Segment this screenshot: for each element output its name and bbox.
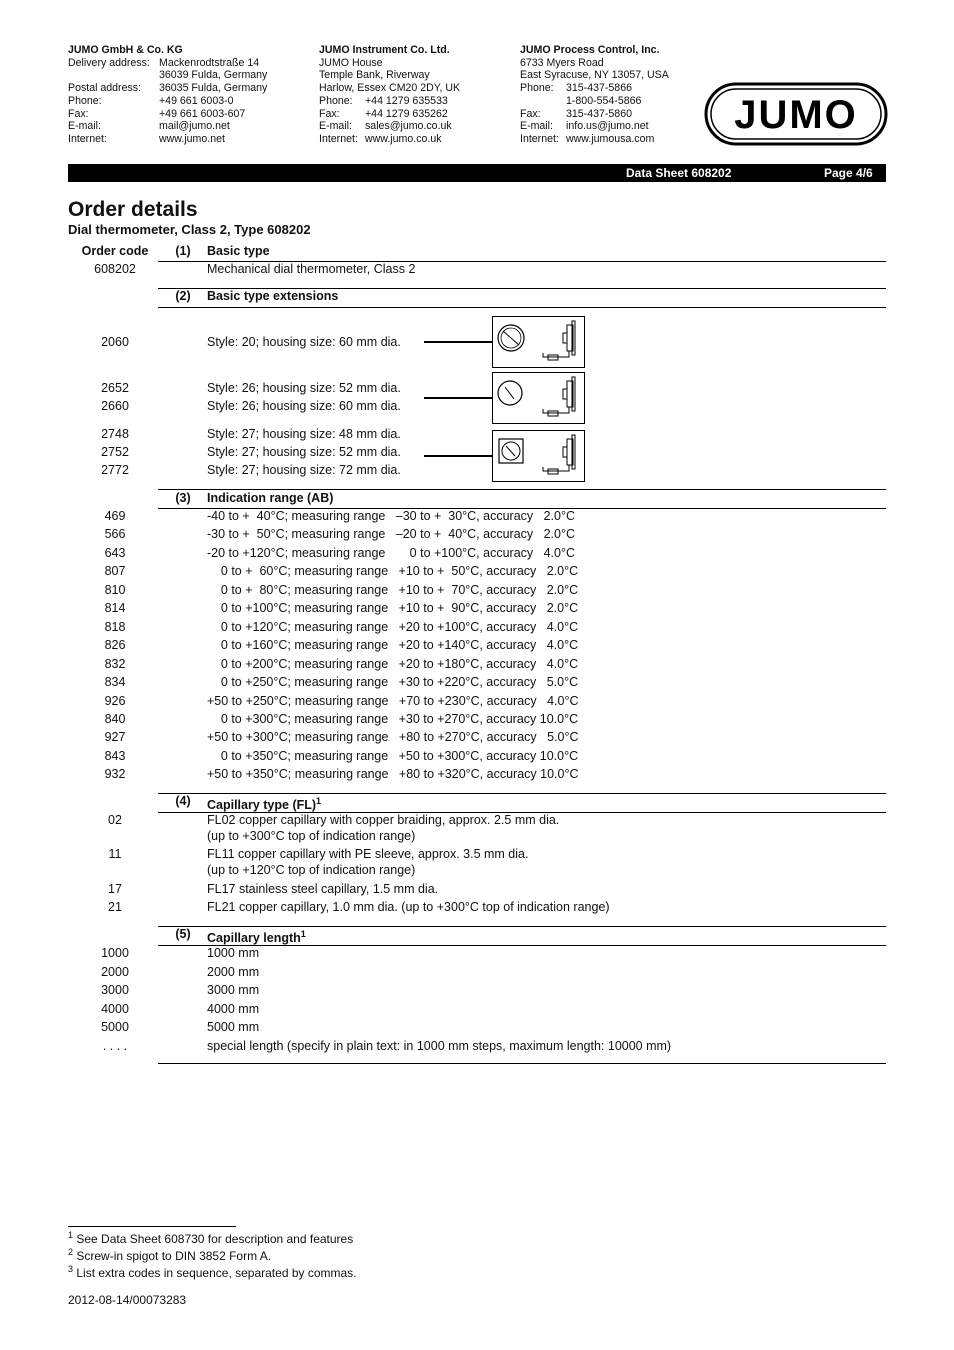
order-code-label: Order code (81, 244, 149, 258)
contact-row (319, 108, 460, 121)
company-jumo-instrument (319, 44, 460, 146)
contact-label: Phone: (68, 94, 102, 107)
row-description: Style: 27; housing size: 72 mm dia. (207, 463, 401, 477)
table-row (0, 655, 954, 673)
section-title (207, 287, 338, 305)
table-row (0, 525, 954, 543)
section-header (0, 242, 954, 260)
table-row (0, 544, 954, 562)
row-description: 3000 mm (207, 983, 260, 997)
contact-value: 315-437-5866 (566, 82, 632, 95)
row-description: 1000 mm (207, 946, 260, 960)
address-line: East Syracuse, NY 13057, USA (520, 69, 669, 82)
footnote-ref: 1 (316, 796, 322, 806)
style-27-diagram (492, 430, 585, 482)
section-header (0, 925, 954, 946)
order-code: 11 (108, 847, 122, 861)
address-line: Temple Bank, Riverway (319, 69, 430, 82)
section-number: (3) (175, 491, 191, 505)
order-code: 810 (104, 582, 126, 597)
row-description: 4000 mm (207, 1001, 260, 1016)
contact-row (68, 57, 267, 70)
section-number: (5) (175, 927, 191, 941)
table-row (0, 861, 954, 879)
contact-label: Phone: (520, 82, 554, 95)
address-line: JUMO House (319, 56, 383, 69)
table-row (0, 710, 954, 728)
table-row (0, 443, 954, 461)
footnote-ref: 1 (300, 929, 306, 939)
table-row (0, 379, 954, 397)
order-code: 643 (104, 545, 126, 560)
row-description: -30 to + 50°C; measuring range –20 to + 40°C, accuracy 2.0°C (207, 527, 575, 542)
order-code: 843 (104, 748, 126, 763)
page-title: Order details (68, 198, 198, 221)
contact-row (68, 120, 267, 133)
table-row (0, 599, 954, 617)
contact-value: 1-800-554-5866 (566, 94, 642, 107)
order-code: 17 (108, 882, 122, 896)
table-row (0, 673, 954, 691)
order-code: 932 (104, 767, 126, 782)
row-description: +50 to +250°C; measuring range +70 to +230°C, accuracy 4.0°C (207, 693, 579, 708)
order-code: 2772 (101, 463, 129, 477)
order-code: 818 (104, 619, 126, 634)
row-description: FL17 stainless steel capillary, 1.5 mm dia. (207, 882, 439, 896)
order-code: 566 (104, 527, 126, 542)
contact-row (319, 133, 460, 146)
contact-value: 36039 Fulda, Germany (159, 69, 268, 82)
table-row (0, 581, 954, 599)
order-code: 826 (104, 638, 126, 653)
order-code: 21 (108, 900, 122, 914)
row-description: Style: 20; housing size: 60 mm dia. (207, 335, 401, 349)
row-description: 0 to +120°C; measuring range +20 to +100°C, accuracy 4.0°C (207, 619, 579, 634)
order-code: 469 (104, 509, 126, 523)
table-row (0, 636, 954, 654)
row-description: 0 to +250°C; measuring range +30 to +220°C, accuracy 5.0°C (207, 675, 579, 690)
row-description: +50 to +350°C; measuring range +80 to +320°C, accuracy 10.0°C (207, 767, 579, 782)
footnote-divider (68, 1226, 236, 1227)
table-row (0, 880, 954, 898)
table-row (0, 397, 954, 415)
contact-row (68, 108, 267, 121)
contact-label: Fax: (520, 107, 541, 120)
contact-row (68, 95, 267, 108)
footnote (68, 1229, 357, 1246)
contact-value: +49 661 6003-0 (159, 94, 234, 107)
row-description-note: (up to +300°C top of indication range) (207, 829, 416, 843)
table-row (0, 981, 954, 999)
section-number: (1) (175, 244, 191, 258)
company-name: JUMO Instrument Co. Ltd. (319, 44, 450, 56)
contact-value: www.jumousa.com (566, 132, 655, 145)
order-code: 814 (104, 601, 126, 616)
contact-value: mail@jumo.net (159, 120, 230, 133)
contact-row (520, 82, 669, 95)
order-code: . . . . (102, 1038, 128, 1053)
table-rule (158, 1063, 886, 1064)
footnote-text: Screw-in spigot to DIN 3852 Form A. (76, 1249, 272, 1263)
row-description: 0 to +160°C; measuring range +20 to +140°C, accuracy 4.0°C (207, 638, 579, 653)
contact-row (319, 120, 460, 133)
order-code: 840 (104, 711, 126, 726)
contact-label: Fax: (68, 107, 89, 120)
contact-row (520, 95, 669, 108)
contact-value: info.us@jumo.net (566, 120, 649, 133)
jumo-logo (704, 82, 888, 146)
datasheet-number: Data Sheet 608202 (626, 166, 732, 180)
row-description: -20 to +120°C; measuring range 0 to +100°C, accuracy 4.0°C (207, 545, 575, 560)
company-name: JUMO GmbH & Co. KG (68, 44, 183, 56)
contact-label: Internet: (68, 132, 107, 145)
contact-label: E-mail: (319, 120, 352, 133)
footnote-text: See Data Sheet 608730 for description and features (76, 1232, 354, 1246)
order-code: 834 (104, 675, 126, 690)
order-code: 2748 (101, 427, 129, 441)
footnote-number: 3 (68, 1264, 74, 1274)
contact-label: Postal address: (68, 82, 142, 95)
order-code: 832 (104, 656, 126, 671)
contact-row (68, 133, 267, 146)
table-row (0, 618, 954, 636)
order-code: 3000 (101, 983, 129, 997)
section-number: (4) (175, 794, 191, 808)
doc-id: 2012-08-14/00073283 (68, 1293, 187, 1307)
company-name: JUMO Process Control, Inc. (520, 44, 660, 56)
section-number: (2) (175, 289, 191, 303)
order-code: 608202 (94, 262, 136, 276)
table-row (0, 1037, 954, 1055)
table-row (0, 562, 954, 580)
address-line: Harlow, Essex CM20 2DY, UK (319, 82, 461, 95)
style-26-diagram (492, 372, 585, 424)
footnote-number: 2 (68, 1247, 74, 1257)
row-description: 0 to +300°C; measuring range +30 to +270°C, accuracy 10.0°C (207, 711, 579, 726)
contact-value: Mackenrodtstraße 14 (159, 56, 260, 69)
table-row (0, 507, 954, 525)
company-jumo-process-control (520, 44, 669, 146)
order-code: 2752 (101, 445, 129, 459)
page-subtitle: Dial thermometer, Class 2, Type 608202 (68, 222, 311, 237)
contact-value: www.jumo.net (159, 132, 225, 145)
order-code: 1000 (101, 946, 129, 960)
table-row (0, 747, 954, 765)
row-description: Style: 26; housing size: 60 mm dia. (207, 399, 401, 413)
section-title-text: Capillary type (FL) (207, 798, 317, 813)
style-20-diagram (492, 316, 585, 368)
contact-row (520, 120, 669, 133)
order-code: 2652 (101, 381, 129, 395)
row-description: FL21 copper capillary, 1.0 mm dia. (up to +300°C top of indication range) (207, 900, 610, 914)
section-title-text: Indication range (AB) (207, 491, 334, 505)
contact-value: sales@jumo.co.uk (365, 120, 452, 133)
page-number: Page 4/6 (824, 166, 873, 180)
row-description: 0 to +100°C; measuring range +10 to + 90°C, accuracy 2.0°C (207, 601, 579, 616)
table-row (0, 765, 954, 783)
contact-label: E-mail: (68, 120, 101, 133)
contact-row (319, 95, 460, 108)
row-description: 0 to + 80°C; measuring range +10 to + 70°C, accuracy 2.0°C (207, 582, 579, 597)
contact-label: Phone: (319, 94, 353, 107)
table-row (0, 1018, 954, 1036)
contact-value: +44 1279 635262 (365, 107, 448, 120)
table-row (0, 963, 954, 981)
row-description: FL02 copper capillary with copper braiding, approx. 2.5 mm dia. (207, 813, 560, 827)
footnote-text: List extra codes in sequence, separated by commas. (76, 1266, 357, 1280)
table-row (0, 827, 954, 845)
table-row (0, 728, 954, 746)
section-header (0, 792, 954, 813)
contact-row (68, 69, 267, 82)
table-row (0, 461, 954, 479)
table-row (0, 898, 954, 916)
section-header (0, 489, 954, 507)
table-row (0, 692, 954, 710)
footnote (68, 1263, 357, 1280)
section-title-text: Basic type (207, 244, 270, 258)
datasheet-bar (68, 164, 886, 182)
leader-line (424, 397, 492, 399)
table-rule (158, 307, 886, 308)
section-title (207, 489, 333, 507)
footnote-number: 1 (68, 1230, 74, 1240)
contact-value: 36035 Fulda, Germany (159, 82, 268, 95)
row-description: -40 to + 40°C; measuring range –30 to + 30°C, accuracy 2.0°C (207, 509, 575, 523)
section-header (0, 287, 954, 305)
row-description: 0 to +200°C; measuring range +20 to +180°C, accuracy 4.0°C (207, 656, 579, 671)
section-title (207, 242, 270, 260)
table-row (0, 1000, 954, 1018)
leader-line (424, 455, 492, 457)
order-code: 4000 (101, 1001, 129, 1016)
contact-row (520, 133, 669, 146)
section-title-text: Capillary length (207, 931, 301, 946)
row-description: Style: 27; housing size: 48 mm dia. (207, 427, 401, 441)
company-jumo-gmbh (68, 44, 267, 146)
order-code: 2060 (101, 335, 129, 349)
leader-line (424, 341, 492, 343)
row-description: Style: 26; housing size: 52 mm dia. (207, 381, 401, 395)
contact-label: E-mail: (520, 120, 553, 133)
row-description: 2000 mm (207, 964, 260, 979)
footnotes (68, 1229, 357, 1280)
row-description: 5000 mm (207, 1020, 260, 1034)
contact-row (68, 82, 267, 95)
row-description: Mechanical dial thermometer, Class 2 (207, 262, 416, 276)
table-row (0, 260, 954, 278)
row-description: 0 to + 60°C; measuring range +10 to + 50°C, accuracy 2.0°C (207, 564, 579, 579)
order-code: 926 (104, 693, 126, 708)
order-code: 2660 (101, 399, 129, 413)
order-code: 2000 (101, 964, 129, 979)
contact-row (520, 108, 669, 121)
order-code: 927 (104, 730, 126, 745)
order-code: 807 (104, 564, 126, 579)
contact-value: www.jumo.co.uk (365, 132, 442, 145)
row-description: Style: 27; housing size: 52 mm dia. (207, 445, 401, 459)
contact-label: Fax: (319, 107, 340, 120)
contact-value: +49 661 6003-607 (159, 107, 246, 120)
logo-text: JUMO (734, 93, 858, 137)
contact-value: 315-437-5860 (566, 107, 632, 120)
order-code: 02 (108, 813, 122, 827)
contact-value: +44 1279 635533 (365, 94, 448, 107)
row-description: 0 to +350°C; measuring range +50 to +300°C, accuracy 10.0°C (207, 748, 579, 763)
row-description: +50 to +300°C; measuring range +80 to +270°C, accuracy 5.0°C (207, 730, 579, 745)
row-description-note: (up to +120°C top of indication range) (207, 863, 416, 877)
contact-label: Internet: (319, 132, 358, 145)
address-line: 6733 Myers Road (520, 56, 604, 69)
table-row (0, 425, 954, 443)
section-title-text: Basic type extensions (207, 289, 339, 303)
contact-label: Internet: (520, 132, 559, 145)
contact-label: Delivery address: (68, 56, 150, 69)
footnote (68, 1246, 357, 1263)
table-row (0, 944, 954, 962)
row-description: FL11 copper capillary with PE sleeve, approx. 3.5 mm dia. (207, 847, 529, 861)
row-description: special length (specify in plain text: in 1000 mm steps, maximum length: 10000 mm) (207, 1038, 672, 1053)
order-code: 5000 (101, 1020, 129, 1034)
